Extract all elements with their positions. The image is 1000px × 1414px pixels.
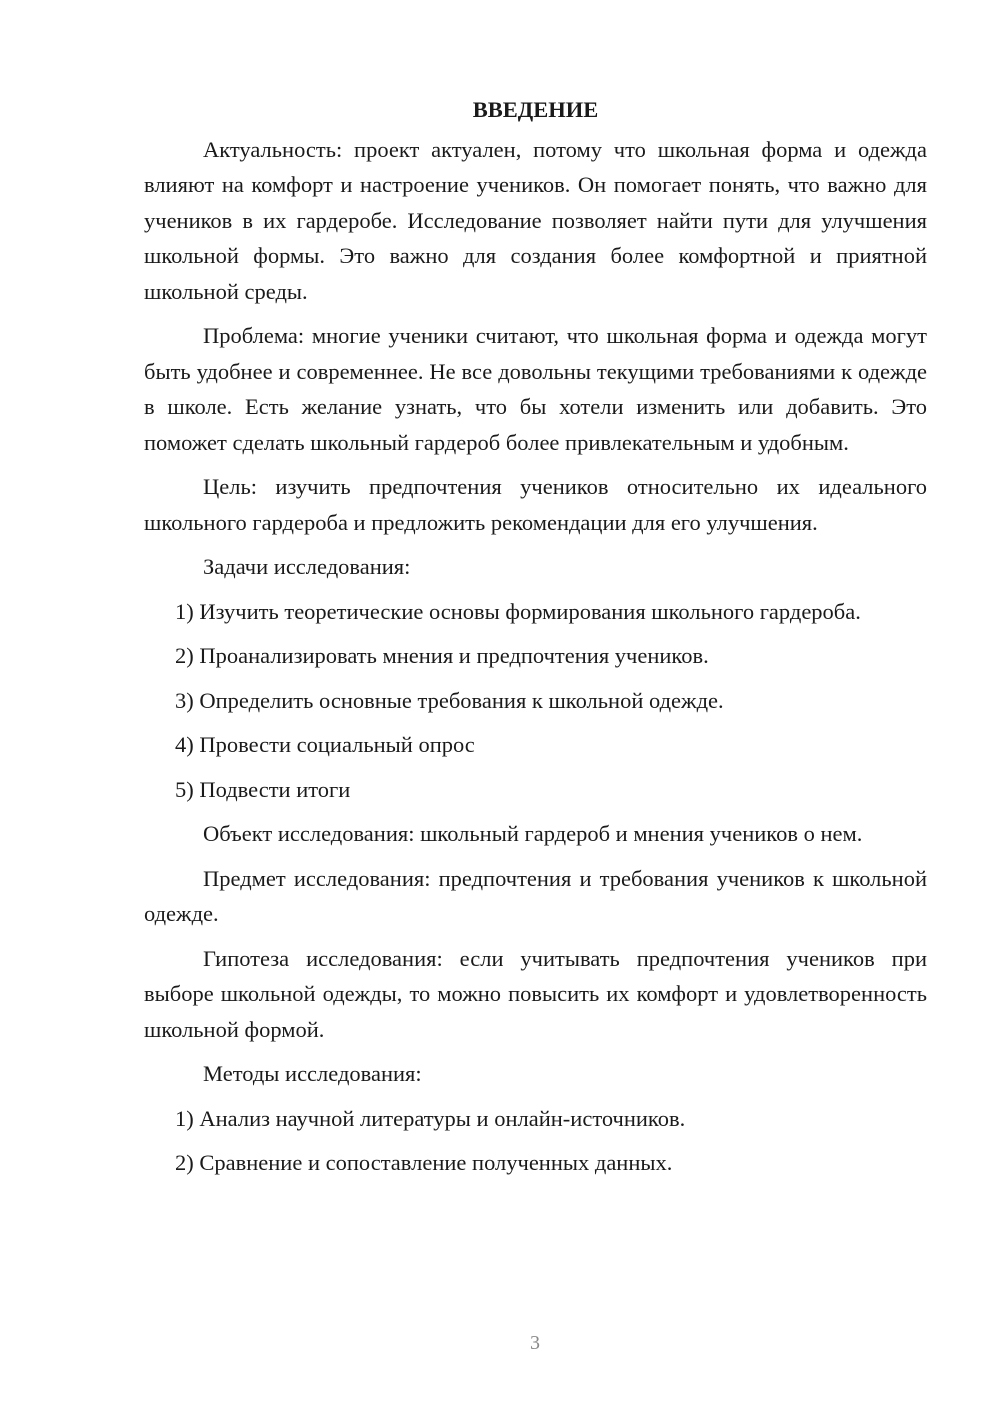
tasks-heading: Задачи исследования:	[203, 554, 411, 579]
task-item: 2) Проанализировать мнения и предпочтения учеников.	[175, 643, 709, 668]
paragraph-object: Объект исследования: школьный гардероб и мнения учеников о нем.	[203, 821, 863, 846]
page-title: ВВЕДЕНИЕ	[472, 97, 599, 122]
page-number: 3	[530, 1332, 540, 1354]
paragraph-subject: Предмет исследования: предпочтения и требования учеников к школьной одежде.	[144, 865, 927, 926]
method-item: 2) Сравнение и сопоставление полученных данных.	[175, 1150, 673, 1175]
task-item: 1) Изучить теоретические основы формирования школьного гардероба.	[175, 598, 861, 624]
paragraph-goal: Цель: изучить предпочтения учеников относительно их идеального школьного гардероба и предложить рекомендации для его улучшения.	[144, 474, 927, 535]
task-item: 4) Провести социальный опрос	[175, 732, 475, 757]
methods-heading: Методы исследования:	[203, 1061, 422, 1086]
paragraph-hypothesis: Гипотеза исследования: если учитывать предпочтения учеников при выборе школьной одежды, то можно повысить их комфорт и удовлетворенность школьной формой.	[144, 945, 927, 1042]
page-content	[144, 92, 927, 1190]
paragraph-problem: Проблема: многие ученики считают, что школьная форма и одежда могут быть удобнее и современнее. Не все довольны текущими требованиями к одежде в школе. Есть желание узнать, что бы хотели изменить или добавить. Это поможет сделать школьный гардероб более привлекательным и удобным.	[144, 323, 927, 455]
task-item: 5) Подвести итоги	[175, 776, 351, 802]
task-item: 3) Определить основные требования к школьной одежде.	[175, 687, 724, 713]
method-item: 1) Анализ научной литературы и онлайн-источников.	[175, 1105, 686, 1131]
paragraph-relevance: Актуальность: проект актуален, потому что школьная форма и одежда влияют на комфорт и настроение учеников. Он помогает понять, что важно для учеников в их гардеробе. Исследование позволяет найти пути для улучшения школьной формы. Это важно для создания более комфортной и приятной школьной среды.	[144, 136, 927, 304]
